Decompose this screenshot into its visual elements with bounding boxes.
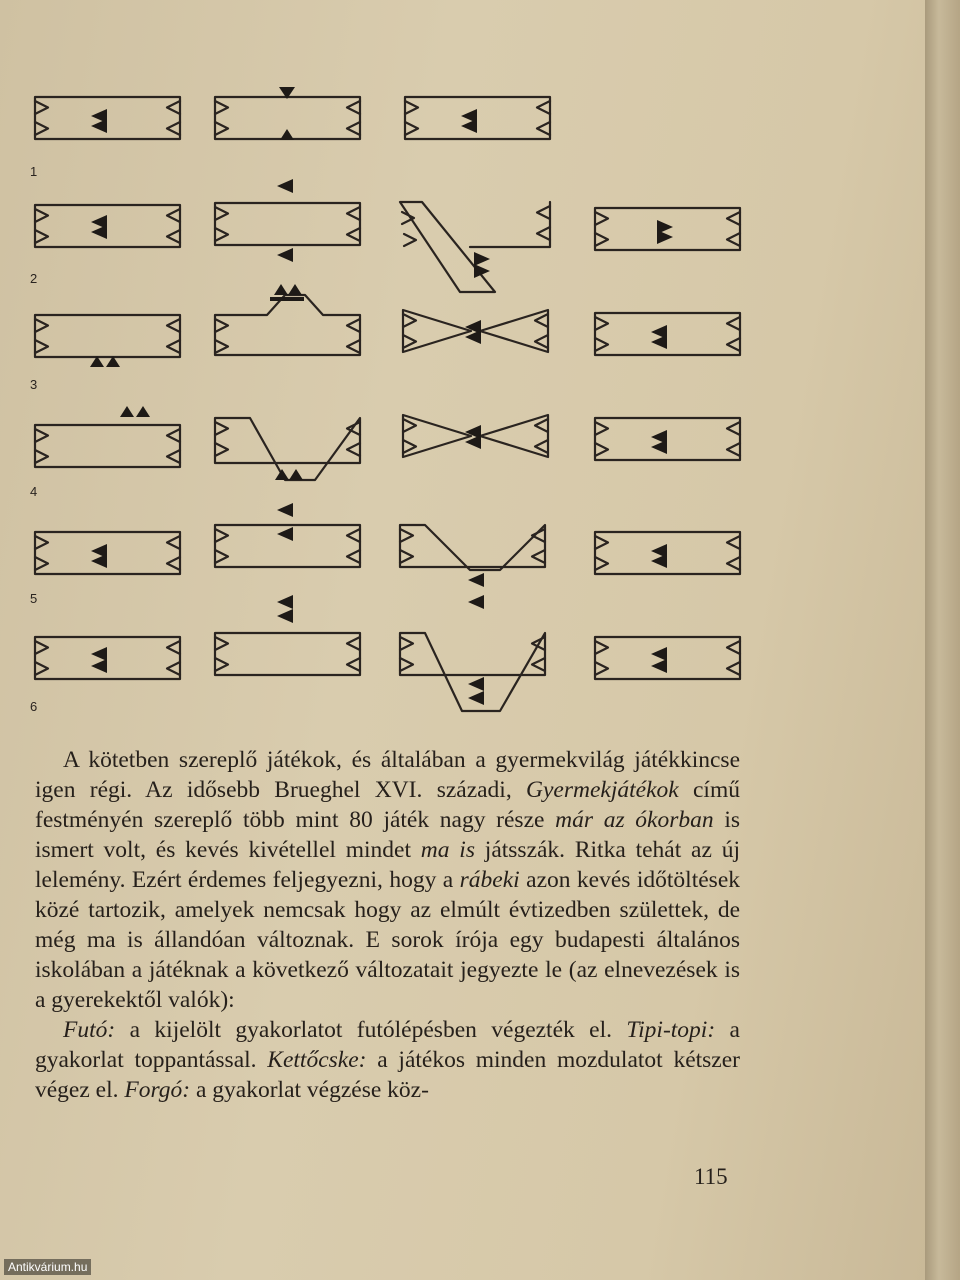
figure-2a	[35, 205, 180, 247]
figure-3d	[595, 313, 740, 355]
row-label-3: 3	[30, 377, 38, 392]
paragraph-2	[35, 1015, 740, 1105]
text-run-italic: Gyermekjátékok	[526, 777, 679, 803]
row-label-6: 6	[30, 699, 38, 714]
text-run: a gyakorlat toppantással.	[35, 1017, 740, 1073]
page-number: 115	[694, 1164, 728, 1189]
text-run: című festményén szereplő több mint 80 játék nagy része	[35, 777, 740, 833]
text-run: a kijelölt gyakorlatot futólépésben végezték el.	[115, 1017, 627, 1043]
figure-4c	[403, 415, 548, 457]
text-run-italic: Kettőcske:	[267, 1047, 367, 1073]
figure-5c	[400, 525, 545, 609]
row-label-4: 4	[30, 484, 38, 499]
text-run: játsszák. Ritka tehát az új lelemény. Ezért érdemes feljegyezni, hogy a	[35, 837, 740, 893]
figure-4a	[35, 406, 180, 467]
figure-2d	[595, 208, 740, 250]
page-edge	[925, 0, 960, 1280]
figure-6c	[400, 633, 545, 711]
row-label-1: 1	[30, 164, 38, 179]
row-label-5: 5	[30, 591, 38, 606]
figure-6a	[35, 637, 180, 679]
figure-1a	[35, 97, 180, 139]
figure-5d	[595, 532, 740, 574]
figure-3c	[403, 310, 548, 352]
figure-4d	[595, 418, 740, 460]
figure-2c	[400, 202, 550, 292]
figure-3a	[35, 315, 180, 367]
figure-3b	[215, 284, 360, 355]
paragraph-1	[35, 745, 740, 1015]
text-run-italic: Forgó:	[124, 1077, 191, 1103]
text-run: a játékos minden mozdulatot kétszer végez el.	[35, 1047, 740, 1103]
text-run: a gyakorlat végzése köz-	[190, 1077, 429, 1103]
row-label-2: 2	[30, 271, 38, 286]
text-run: azon kevés időtöltések közé tartozik, amelyek nemcsak hogy az elmúlt évtizedben születtek, de még ma is állandóan változnak. E sorok írója egy budapesti általános iskolában a játéknak a következő változatait jegyezte le (az elnevezések is a gyerekektől valók):	[35, 867, 740, 1013]
figure-1c	[405, 97, 550, 139]
text-run-italic: rábeki	[459, 867, 520, 893]
figure-2b	[215, 179, 360, 262]
body-text	[35, 745, 740, 1105]
figure-1b	[215, 87, 360, 140]
figure-5b	[215, 503, 360, 567]
text-run-italic: Futó:	[63, 1017, 116, 1043]
text-run: A kötetben szereplő játékok, és általában a gyermekvilág játékkincse igen régi. Az idősebb Brueghel XVI. századi,	[35, 747, 740, 803]
text-run-italic: ma is	[420, 837, 475, 863]
figure-5a	[35, 532, 180, 574]
text-run-italic: már az ókorban	[555, 807, 714, 833]
text-run: is ismert volt, és kevés kivétellel mindet	[35, 807, 740, 863]
watermark-label: Antikvárium.hu	[4, 1259, 91, 1275]
figure-6d	[595, 637, 740, 679]
figure-6b	[215, 595, 360, 675]
text-run-italic: Tipi-topi:	[626, 1017, 716, 1043]
figure-4b	[215, 418, 360, 480]
